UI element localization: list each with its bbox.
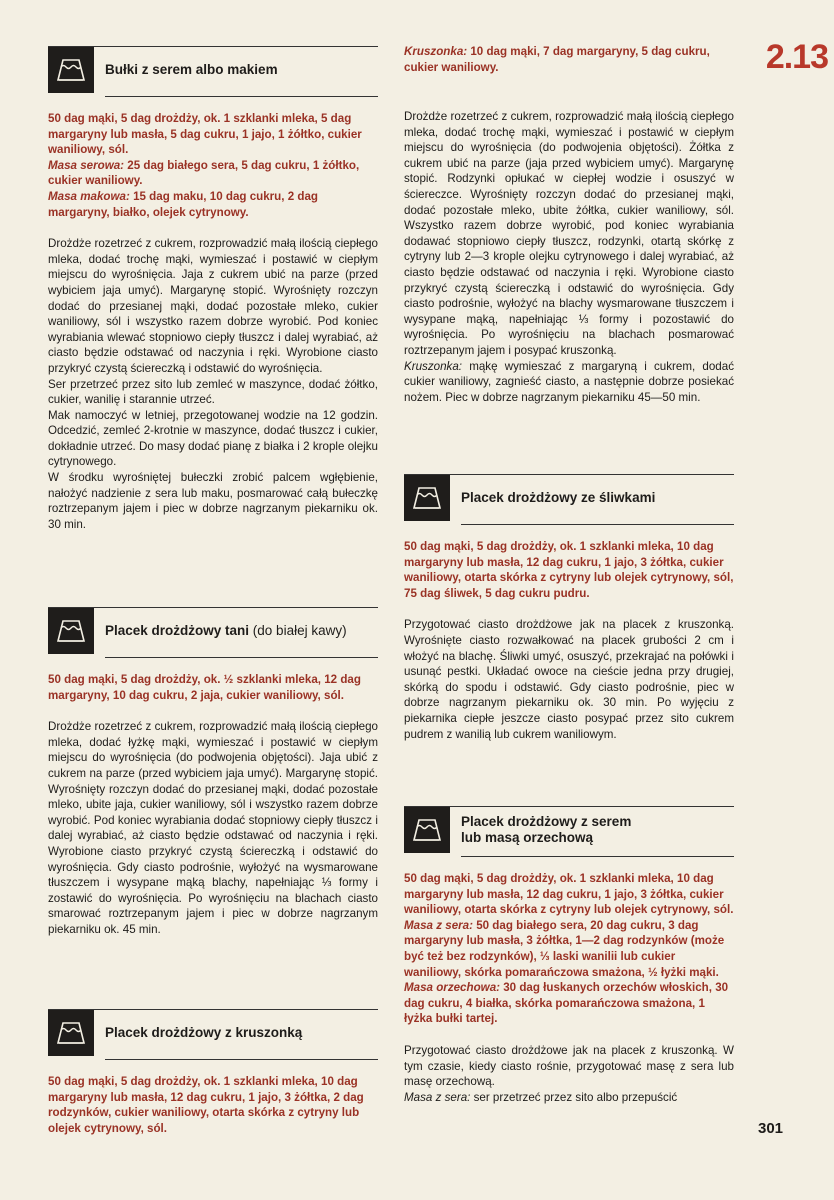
recipe-placek-tani — [48, 607, 378, 938]
instructions — [404, 1043, 734, 1105]
kruszonka-ingredients — [404, 44, 734, 75]
recipe-placek-sliwki — [404, 474, 734, 742]
paragraph: Drożdże rozetrzeć z cukrem, rozprowadzić małą ilością ciepłego mleka, dodać trochę mąki, wymieszać i postawić w ciepłym miejscu do wyrośnięcia (do podwojenia objętości). Żółtka z cukrem ubić na parze (jaja przed wybiciem umyć). Margarynę stopić. Rodzynki opłukać w ciepłej wodzie i osuszyć w ściereczce. Wyrośnięty rozczyn dodać do przesianej mąki, dodać pozostałe mleko, ubite żółtka, cukier waniliowy, sól. Wszystko razem dobrze wyrobić, pod koniec wyrabiania dodawać stopniowo ciepły tłuszcz, rodzynki, otartą skórkę z cytryny lub 2—3 krople olejku cytrynowego i dalej wyrabiać, aż ciasto będzie odstawać od naczynia i ręki. Wyrobione ciasto przykryć czystą ściereczką i odstawić do wyrośnięcia. Gdy ciasto podrośnie, wyłożyć na blachy wysmarowane tłuszczem i wysypane mąką, napełniając ⅓ formy i pozostawić do wyrośnięcia. Po wyrośnięciu na blachach posmarować roztrzepanym jajem i posypać kruszonką. — [404, 110, 734, 357]
masa-ser-label: Masa z sera: — [404, 918, 473, 932]
ingredients: 50 dag mąki, 5 dag drożdży, ok. 1 szklanki mleka, 10 dag margaryny lub masła, 12 dag cukru, 1 jajo, 3 żółtka, cukier waniliowy, otarta skórka z cytryny lub olejek cytrynowy, sól, 75 dag śliwek, 5 dag cukru pudru. — [404, 540, 734, 600]
divider — [105, 657, 378, 658]
paragraph-text: mąkę wymieszać z margaryną i cukrem, dodać cukier waniliowy, zagnieść ciasto, a następnie dobrze posiekać nożem. Piec w dobrze nagrzanym piekarniku 45—50 min. — [404, 359, 734, 404]
recipe-placek-ser-orzech — [404, 806, 734, 1105]
paragraph: W środku wyrośniętej bułeczki zrobić palcem wgłębienie, nałożyć nadzienie z sera lub maku, posmarować całą bułeczkę roztrzepanym jajem i piec w dobrze nagrzanym piekarniku ok. 30 min. — [48, 471, 378, 531]
kruszonka-label: Kruszonka: — [404, 45, 468, 58]
recipe-header — [48, 607, 378, 654]
masa-serowa-text: 25 dag białego sera, 5 dag cukru, 1 żółtko, cukier waniliowy. — [48, 158, 360, 188]
ingredients: 50 dag mąki, 5 dag drożdży, ok. 1 szklanki mleka, 10 dag margaryny lub masła, 12 dag cukru, 1 jajo, 3 żółtka, 2 dag rodzynków, cukier waniliowy, otarta skórka z cytryny lub olejek cytrynowy, sól. — [48, 1075, 364, 1135]
recipe-title — [105, 623, 347, 639]
masa-serowa-label: Masa serowa: — [48, 158, 125, 172]
recipe-placek-kruszonka — [48, 1009, 378, 1136]
masa-makowa-text: 15 dag maku, 10 dag cukru, 2 dag margaryny, białko, olejek cytrynowy. — [48, 189, 318, 219]
paragraph: Przygotować ciasto drożdżowe jak na placek z kruszonką. W tym czasie, kiedy ciasto rośnie, przygotować masę z sera lub masę orzechową. — [404, 1043, 734, 1089]
recipe-title-main: Placek drożdżowy tani — [105, 623, 250, 638]
ingredients-text: 50 dag mąki, 5 dag drożdży, ok. 1 szklanki mleka, 5 dag margaryny lub masła, 5 dag cukru, 1 jajo, 1 żółtko, cukier waniliowy, sól. — [48, 112, 362, 157]
kruszonka-ingredients-text: 10 dag mąki, 7 dag margaryny, 5 dag cukru, cukier waniliowy. — [404, 45, 710, 74]
paragraph — [404, 1090, 734, 1106]
cake-icon — [48, 1010, 94, 1056]
ingredients-text: 50 dag mąki, 5 dag drożdży, ok. 1 szklanki mleka, 10 dag margaryny lub masła, 12 dag cukru, 1 jajo, 3 żółtka, cukier waniliowy, otarta skórka z cytryny lub olejek cytrynowy, sól. — [404, 872, 734, 917]
cake-icon — [48, 608, 94, 654]
ingredients — [48, 111, 378, 220]
divider — [105, 96, 378, 97]
paragraph — [404, 359, 734, 406]
recipe-title: Placek drożdżowy z kruszonką — [105, 1025, 303, 1040]
cake-icon — [48, 47, 94, 93]
cake-icon — [404, 807, 450, 853]
paragraph: Drożdże rozetrzeć z cukrem, rozprowadzić małą ilością ciepłego mleka, dodać łyżkę mąki, wymieszać i postawić w ciepłym miejscu do wyrośnięcia (do podwojenia objętości). Jaja ubić z cukrem na parze (przed wybiciem jaja umyć). Margarynę stopić. Wyrośnięty rozczyn dodać do przesianej mąki, dodać pozostałe mleko, ubite jaja, cukier waniliowy, sól i wszystko razem dobrze wyrobić. Pod koniec wyrabiania dodać stopniowy ciepły tłuszcz i dalej wyrabiać, aż ciasto będzie odstawać od naczynia i ręki. Wyrobione ciasto przykryć czystą ściereczką i odstawić do wyrośnięcia. Gdy ciasto podrośnie, wyłożyć na wysmarowane tłuszczem i wysypane mąką blachy, napełniając ⅓ formy i zostawić do wyrośnięcia. Po wyrośnięciu na blachach ciasto smarować roztrzepanym jajem i piec w dobrze nagrzanym piekarniku ok. 45 min. — [48, 720, 378, 936]
recipe-header — [48, 1009, 378, 1056]
recipe-title-line1: Placek drożdżowy z serem — [461, 814, 632, 829]
recipe-title-line2: lub masą orzechową — [461, 830, 594, 845]
recipe-title: Bułki z serem albo makiem — [105, 62, 278, 77]
instructions — [404, 617, 734, 742]
paragraph: Mak namoczyć w letniej, przegotowanej wodzie na 12 godzin. Odcedzić, zemleć 2-krotnie w maszynce, dodać tłuszcz i cukier, dokładnie utrzeć. Do masy dodać pianę z białka i 2 krople olejku cytrynowego. — [48, 408, 378, 469]
ingredients: 50 dag mąki, 5 dag drożdży, ok. ½ szklanki mleka, 12 dag margaryny, 10 dag cukru, 2 jaja, cukier waniliowy, sól. — [48, 673, 361, 702]
instructions — [48, 719, 378, 937]
chapter-number: 2.13 — [765, 38, 828, 76]
kruszonka-label-inline: Kruszonka: — [404, 359, 462, 373]
masa-ser-text: 50 dag białego sera, 20 dag cukru, 3 dag margaryny lub masła, 3 żółtka, 1—2 dag rodzynków (może być też bez rodzynków), ⅓ laski wanilii lub cukier waniliowy, skórka pomarańczowa smażona, ½ łyżki mąki. — [404, 918, 725, 979]
paragraph-text: ser przetrzeć przez sito albo przepuścić — [470, 1090, 678, 1104]
divider — [461, 856, 734, 857]
masa-orzech-text: 30 dag łuskanych orzechów włoskich, 30 dag cukru, 4 białka, skórka pomarańczowa smażona, 1 łyżka bułki tartej. — [404, 981, 729, 1026]
recipe-title-suffix: (do białej kawy) — [249, 623, 347, 638]
masa-orzech-label: Masa orzechowa: — [404, 981, 500, 995]
divider — [461, 524, 734, 525]
recipe-title — [461, 814, 631, 846]
divider — [105, 1059, 378, 1060]
paragraph: Drożdże rozetrzeć z cukrem, rozprowadzić małą ilością ciepłego mleka, dodać trochę mąki, wymieszać i postawić w ciepłym miejscu do wyrośnięcia. Jaja z cukrem ubić na parze (przed wybiciem jaja umyć). Margarynę stopić. Wyrośnięty rozczyn dodać do przesianej mąki, dodać pozostałe mleko, cukier waniliowy, sól i wszystko razem dobrze wyrobić. Pod koniec wyrabiania wlewać stopniowo ciepły tłuszcz i dalej wyrabiać, aż ciasto będzie odstawać od naczynia i ręki. Wyrobione ciasto przykryć czystą ściereczką i odstawić do wyrośnięcia. — [48, 237, 378, 375]
recipe-header — [48, 46, 378, 93]
cake-icon — [404, 475, 450, 521]
masa-makowa-label: Masa makowa: — [48, 189, 130, 203]
paragraph: Ser przetrzeć przez sito lub zemleć w maszynce, dodać żółtko, cukier, wanilię i starannie utrzeć. — [48, 377, 378, 407]
instructions — [48, 236, 378, 532]
kruszonka-instructions — [404, 109, 734, 405]
recipe-title: Placek drożdżowy ze śliwkami — [461, 490, 656, 505]
paragraph: Przygotować ciasto drożdżowe jak na placek z kruszonką. Wyrośnięte ciasto rozwałkować na placek grubości 2 cm i włożyć na blachę. Śliwki umyć, osuszyć, przekrajać na połówki i usunąć pestki. Układać owoce na cieście jedna przy drugiej, skórką do spodu i odstawić. Gdy ciasto podrośnie, piec w dobrze nagrzanym piekarniku ok. 30 min. Po wyjęciu z piekarnika ciepłe jeszcze ciasto posypać przez sito cukrem pudrem z wanilią lub cukrem waniliowym. — [404, 618, 734, 741]
masa-ser-label-inline: Masa z sera: — [404, 1090, 471, 1104]
ingredients — [404, 871, 734, 1027]
recipe-bulki — [48, 46, 378, 532]
page-number: 301 — [758, 1120, 784, 1137]
recipe-header — [404, 474, 734, 521]
recipe-header — [404, 806, 734, 853]
